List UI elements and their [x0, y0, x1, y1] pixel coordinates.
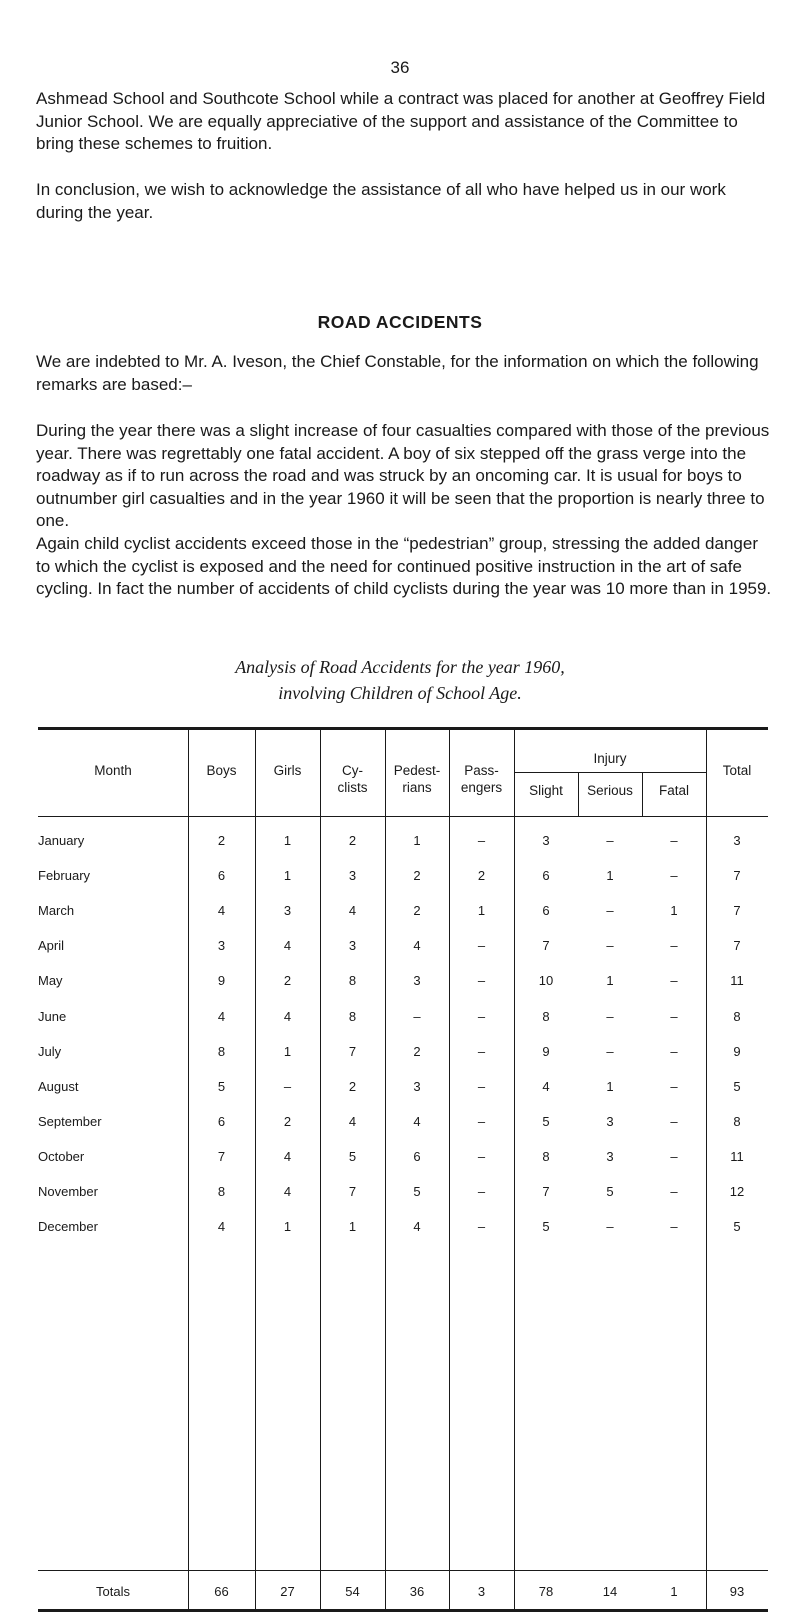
cell-passengers: –	[477, 1184, 486, 1199]
col-divider	[514, 727, 515, 1610]
header-cyclists-line2: clists	[337, 780, 368, 795]
cell-slight: 7	[542, 1184, 550, 1199]
cell-total: 8	[733, 1008, 741, 1024]
cell-pedestrians: 2	[413, 903, 421, 919]
cell-passengers: 1	[477, 903, 486, 919]
cell-pedestrians: 4	[413, 1219, 421, 1235]
cell-girls: 4	[283, 1184, 292, 1199]
road-paragraph-1: We are indebted to Mr. A. Iveson, the Chief Constable, for the information on which the following remarks are based:–	[36, 352, 759, 394]
cell-cyclists: 7	[348, 1184, 357, 1199]
totals-fatal: 1	[670, 1584, 678, 1599]
cell-girls: 4	[283, 1148, 292, 1164]
cell-passengers: –	[477, 1113, 486, 1129]
cell-month: March	[38, 903, 75, 919]
injury-subheader-rule	[514, 772, 706, 773]
cell-cyclists: 4	[348, 1113, 357, 1129]
header-injury: Injury	[593, 751, 627, 766]
totals-label: Totals	[96, 1584, 130, 1599]
header-fatal: Fatal	[658, 783, 689, 798]
cell-serious: 5	[606, 1184, 614, 1199]
header-passengers-line2: engers	[460, 780, 503, 795]
cell-pedestrians: 2	[413, 1043, 421, 1059]
cell-pedestrians: 3	[413, 973, 421, 989]
cell-serious: –	[606, 1043, 614, 1059]
cell-cyclists: 5	[348, 1148, 357, 1164]
col-divider	[320, 727, 321, 1610]
cell-total: 5	[733, 1078, 741, 1094]
cell-serious: –	[606, 1219, 614, 1235]
cell-serious: –	[606, 833, 614, 848]
cell-total: 3	[733, 833, 741, 848]
cell-total: 8	[733, 1113, 741, 1129]
cell-serious: 1	[606, 1078, 614, 1094]
header-serious: Serious	[587, 783, 633, 798]
cell-total: 11	[730, 1148, 744, 1164]
cell-girls: 4	[283, 1008, 292, 1024]
cell-fatal: –	[670, 973, 678, 989]
header-pedestrians-line1: Pedest-	[393, 763, 441, 778]
col-divider	[449, 727, 450, 1610]
table-caption-line-1: Analysis of Road Accidents for the year 1960,	[235, 657, 565, 677]
totals-serious: 14	[602, 1584, 618, 1599]
cell-serious: –	[606, 903, 614, 919]
cell-cyclists: 1	[348, 1219, 357, 1235]
cell-total: 7	[733, 903, 741, 919]
header-girls: Girls	[273, 763, 302, 778]
cell-cyclists: 2	[348, 1078, 357, 1094]
cell-girls: 1	[283, 1219, 292, 1235]
cell-girls: 3	[283, 903, 292, 919]
cell-total: 9	[733, 1043, 741, 1059]
cell-month: August	[38, 1078, 79, 1094]
totals-total: 93	[729, 1584, 745, 1599]
cell-serious: 1	[606, 868, 614, 884]
cell-girls: 2	[283, 1113, 292, 1129]
cell-pedestrians: 4	[413, 938, 421, 954]
cell-serious: –	[606, 938, 614, 954]
cell-pedestrians: –	[413, 1008, 421, 1024]
totals-slight: 78	[538, 1584, 554, 1599]
cell-girls: 1	[283, 868, 292, 884]
cell-boys: 4	[217, 1008, 226, 1024]
cell-fatal: –	[670, 1043, 678, 1059]
cell-slight: 8	[542, 1008, 550, 1024]
cell-fatal: –	[670, 1008, 678, 1024]
cell-slight: 6	[542, 903, 550, 919]
cell-month: July	[38, 1043, 62, 1059]
cell-cyclists: 7	[348, 1043, 357, 1059]
cell-month: October	[38, 1148, 85, 1164]
cell-slight: 4	[542, 1078, 550, 1094]
cell-month: June	[38, 1008, 67, 1024]
cell-passengers: –	[477, 1008, 486, 1024]
totals-passengers: 3	[477, 1584, 486, 1599]
cell-slight: 10	[538, 973, 554, 989]
cell-fatal: –	[670, 1113, 678, 1129]
cell-total: 11	[730, 973, 744, 989]
cell-pedestrians: 1	[413, 833, 421, 848]
cell-fatal: –	[670, 868, 678, 884]
cell-girls: –	[283, 1078, 292, 1094]
cell-boys: 3	[217, 938, 226, 954]
header-cyclists-line1: Cy-	[342, 763, 363, 778]
road-paragraph-2: During the year there was a slight increase of four casualties compared with those of the previous year. There was regrettably one fatal accident. A boy of six stepped off the grass verge into the roadway as if to run across the road and was struck by an oncoming car. It is usual for boys to outnumber girl casualties and in the year 1960 it will be seen that the proportion is nearly three to one.	[36, 421, 770, 530]
cell-pedestrians: 6	[413, 1148, 421, 1164]
cell-month: December	[38, 1219, 98, 1235]
totals-top-rule	[38, 1570, 768, 1571]
cell-cyclists: 8	[348, 973, 357, 989]
cell-month: November	[38, 1184, 98, 1199]
cell-cyclists: 4	[348, 903, 357, 919]
intro-paragraph-2: In conclusion, we wish to acknowledge the assistance of all who have helped us in our work during the year.	[36, 180, 726, 222]
cell-slight: 3	[542, 833, 550, 848]
cell-slight: 7	[542, 938, 550, 954]
cell-month: February	[38, 868, 91, 884]
table-top-rule	[38, 727, 768, 730]
cell-girls: 1	[283, 833, 292, 848]
cell-month: April	[38, 938, 65, 954]
header-bottom-rule	[38, 816, 768, 817]
cell-fatal: –	[670, 1184, 678, 1199]
cell-slight: 8	[542, 1148, 550, 1164]
cell-passengers: –	[477, 938, 486, 954]
col-divider	[706, 727, 707, 1610]
cell-pedestrians: 3	[413, 1078, 421, 1094]
col-divider	[255, 727, 256, 1610]
cell-slight: 9	[542, 1043, 550, 1059]
cell-total: 12	[729, 1184, 745, 1199]
cell-month: September	[38, 1113, 102, 1129]
cell-pedestrians: 4	[413, 1113, 421, 1129]
cell-cyclists: 3	[348, 938, 357, 954]
cell-passengers: –	[477, 1219, 486, 1235]
cell-girls: 2	[283, 973, 292, 989]
cell-fatal: 1	[670, 903, 678, 919]
cell-month: January	[38, 833, 85, 848]
header-slight: Slight	[529, 783, 563, 798]
cell-serious: 1	[606, 973, 614, 989]
cell-girls: 4	[283, 938, 292, 954]
cell-total: 7	[733, 868, 741, 884]
cell-boys: 4	[217, 903, 226, 919]
cell-pedestrians: 2	[413, 868, 421, 884]
totals-girls: 27	[280, 1584, 295, 1599]
col-divider	[188, 727, 189, 1610]
header-month: Month	[94, 763, 132, 778]
table-caption-line-2: involving Children of School Age.	[278, 683, 522, 703]
cell-boys: 4	[217, 1219, 226, 1235]
cell-passengers: –	[477, 833, 486, 848]
cell-slight: 5	[542, 1113, 550, 1129]
cell-total: 7	[733, 938, 741, 954]
cell-pedestrians: 5	[413, 1184, 421, 1199]
cell-serious: –	[606, 1008, 614, 1024]
cell-boys: 9	[217, 973, 226, 989]
cell-fatal: –	[670, 1078, 678, 1094]
cell-fatal: –	[670, 938, 678, 954]
cell-passengers: –	[477, 1043, 486, 1059]
cell-slight: 6	[542, 868, 550, 884]
col-divider	[385, 727, 386, 1610]
cell-fatal: –	[670, 1219, 678, 1235]
intro-paragraph-1: Ashmead School and Southcote School while a contract was placed for another at Geoffrey Field Junior School. We are equally appreciative of the support and assistance of the Committee to bring these schemes to fruition.	[36, 89, 766, 153]
header-passengers-line1: Pass-	[464, 763, 499, 778]
cell-serious: 3	[606, 1148, 614, 1164]
cell-boys: 7	[217, 1148, 226, 1164]
cell-fatal: –	[670, 833, 678, 848]
section-heading: ROAD ACCIDENTS	[317, 312, 483, 332]
cell-month: May	[38, 973, 63, 989]
cell-cyclists: 3	[348, 868, 357, 884]
cell-passengers: –	[477, 973, 486, 989]
cell-fatal: –	[670, 1148, 678, 1164]
cell-boys: 8	[217, 1184, 226, 1199]
cell-passengers: –	[477, 1078, 486, 1094]
road-paragraph-3: Again child cyclist accidents exceed those in the “pedestrian” group, stressing the added danger to which the cyclist is exposed and the need for continued positive instruction in the art of safe cycling. In fact the number of accidents of child cyclists during the year was 10 more than in 1959.	[36, 534, 772, 598]
totals-pedestrians: 36	[409, 1584, 425, 1599]
cell-boys: 5	[217, 1078, 226, 1094]
cell-girls: 1	[283, 1043, 292, 1059]
cell-serious: 3	[606, 1113, 614, 1129]
cell-boys: 6	[217, 868, 226, 884]
cell-cyclists: 8	[348, 1008, 357, 1024]
header-total: Total	[722, 763, 752, 778]
cell-boys: 2	[217, 833, 226, 848]
cell-slight: 5	[542, 1219, 550, 1235]
header-pedestrians-line2: rians	[402, 780, 432, 795]
cell-cyclists: 2	[348, 833, 357, 848]
cell-boys: 6	[217, 1113, 226, 1129]
page-number: 36	[390, 58, 410, 77]
header-boys: Boys	[206, 763, 237, 778]
totals-boys: 66	[214, 1584, 229, 1599]
cell-total: 5	[733, 1219, 741, 1235]
cell-boys: 8	[217, 1043, 226, 1059]
totals-cyclists: 54	[345, 1584, 360, 1599]
cell-passengers: –	[477, 1148, 486, 1164]
cell-passengers: 2	[477, 868, 486, 884]
